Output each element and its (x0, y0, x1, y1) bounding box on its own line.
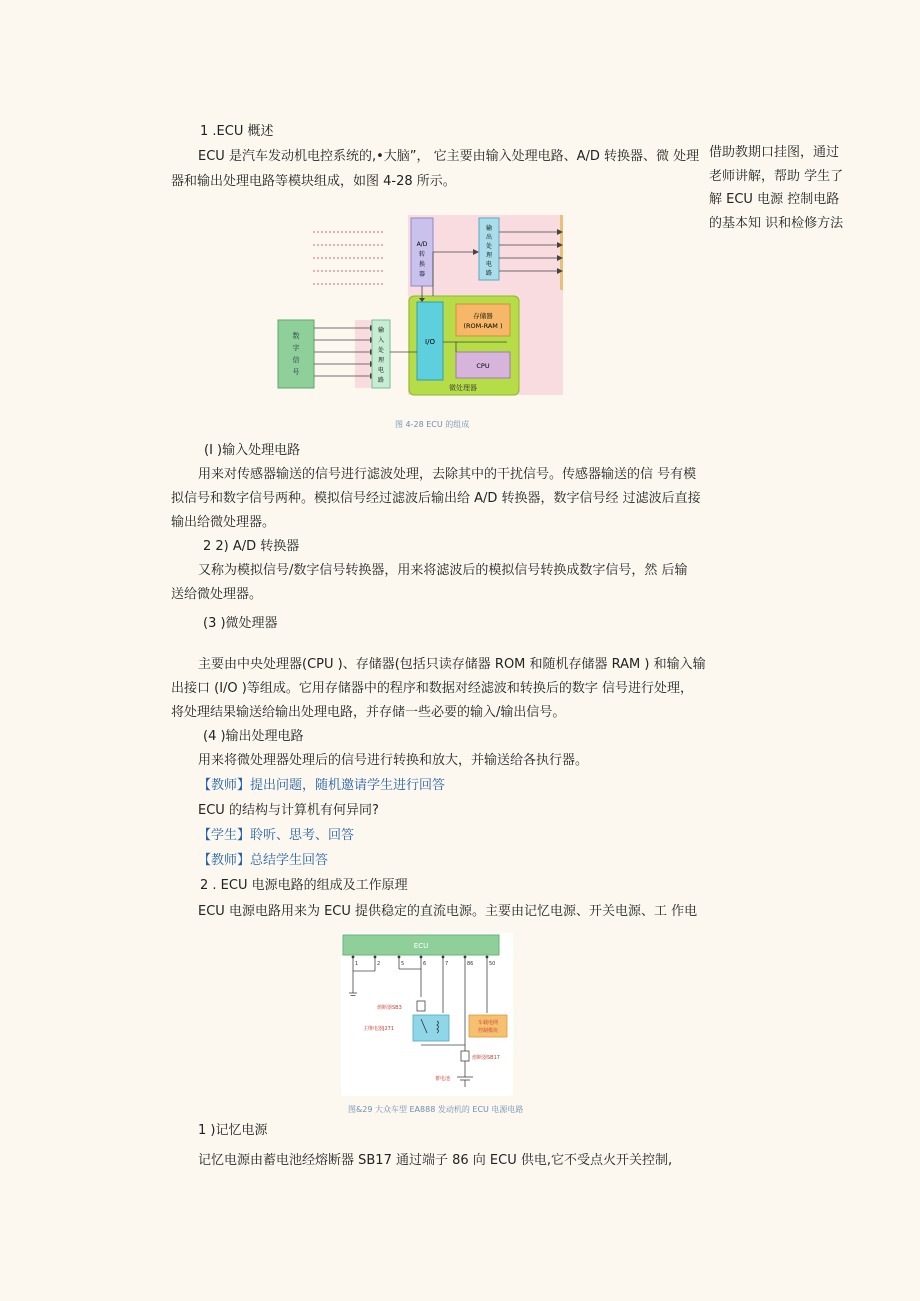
digital-signal-label: 数 (292, 332, 300, 340)
teacher-prompt: 【教师】提出问题，随机邀请学生进行回答 (198, 778, 446, 793)
ecu-power-circuit-figure (341, 933, 513, 1096)
ecu-composition-figure (275, 212, 570, 398)
paragraph: 输出给微处理器。 (171, 515, 276, 530)
ad-label: 器 (418, 271, 426, 278)
paragraph: 拟信号和数字信号两种。模拟信号经过滤波后输出给 A/D 转换器，数字信号经 过滤波后直接 (171, 491, 701, 506)
paragraph: 记忆电源由蓄电池经熔断器 SB17 通过端子 86 向 ECU 供电,它不受点火开关控制, (198, 1153, 673, 1168)
output-label: 理 (485, 252, 493, 259)
side-note: 借助教期口挂图，通过老师讲解，帮助 学生了解 ECU 电源 控制电路的基本知 识和检修方法 (709, 145, 844, 231)
ecu-bar-label: ECU (413, 942, 429, 950)
paragraph: ECU 电源电路用来为 ECU 提供稳定的直流电源。主要由记忆电源、开关电源、工 作电 (198, 904, 698, 919)
input-label: 理 (377, 357, 385, 364)
main-relay-label: 主继电器J271 (363, 1026, 395, 1032)
teacher-summary: 【教师】总结学生回答 (198, 853, 329, 868)
paragraph: ECU 是汽车发动机电控系统的,•大脑”， 它主要由输入处理电路、A/D 转换器、微 处理 (198, 149, 700, 164)
paragraph: 用来对传感器输送的信号进行滤波处理，去除其中的干扰信号。传感器输送的信 号有模 (198, 467, 697, 482)
digital-signal-label: 信 (292, 356, 300, 364)
output-label: 电 (485, 261, 493, 268)
io-label: I/O (425, 338, 435, 346)
output-label: 处 (485, 243, 493, 250)
main-relay-box (413, 1015, 449, 1041)
figure-2-caption: 图&29 大众车型 EA888 发动机的 ECU 电源电路 (348, 1105, 524, 1114)
output-label: 输 (485, 225, 493, 232)
pin-label: 2 (377, 961, 381, 967)
heading-microprocessor: (3 )微处理器 (203, 616, 278, 631)
student-response: 【学生】聆听、思考、回答 (198, 828, 355, 843)
pin-label: 7 (445, 961, 449, 967)
pin-label: 1 (355, 961, 359, 967)
input-label: 入 (377, 337, 385, 344)
paragraph: 送给微处理器。 (171, 587, 263, 602)
memory-label: 存储器 (473, 312, 493, 320)
section-1-title: 1 .ECU 概述 (200, 124, 274, 139)
digital-signal-label: 号 (292, 368, 300, 376)
pin-label: 50 (489, 961, 496, 967)
ad-label: 换 (418, 261, 426, 268)
input-label: 路 (377, 377, 385, 384)
ad-label: 转 (418, 251, 426, 258)
microprocessor-label: 微处理器 (449, 384, 477, 392)
memory-box (456, 304, 510, 336)
paragraph: 用来将微处理器处理后的信号进行转换和放大，并输送给各执行器。 (198, 753, 589, 768)
paragraph: 出接口 (I/O )等组成。它用存储器中的程序和数据对经滤波和转换后的数字 信号进行处理， (171, 681, 693, 696)
output-label: 路 (485, 270, 493, 277)
input-label: 输 (377, 327, 385, 334)
input-label: 处 (377, 347, 385, 354)
paragraph: 将处理结果输送给输出处理电路，并存储一些必要的输入/输出信号。 (171, 705, 566, 720)
paragraph: 主要由中央处理器(CPU )、存储器(包括只读存储器 ROM 和随机存储器 RAM ) 和输入输 (198, 657, 706, 672)
digital-signal-box (278, 320, 314, 388)
battery-label: 蓄电池 (435, 1076, 451, 1082)
heading-memory-power: 1 )记忆电源 (198, 1123, 268, 1138)
output-label: 出 (485, 234, 493, 241)
memory-label: (ROM-RAM ) (463, 322, 503, 330)
paragraph: 器和输出处理电路等模块组成，如图 4-28 所示。 (171, 174, 456, 189)
fuse-sb3 (417, 1001, 425, 1011)
pin-label: 86 (467, 961, 474, 967)
section-2-title: 2 . ECU 电源电路的组成及工作原理 (200, 878, 408, 893)
fuse-sb17-label: 熔断器SB17 (472, 1055, 500, 1061)
cpu-label: CPU (476, 362, 490, 370)
input-label: 电 (377, 367, 385, 374)
heading-ad-converter: 2 2) A/D 转换器 (203, 539, 300, 554)
fuse-sb17 (461, 1051, 469, 1061)
paragraph: 又称为模拟信号/数字信号转换器，用来将滤波后的模拟信号转换成数字信号，然 后输 (198, 563, 688, 578)
pin-label: 5 (401, 961, 405, 967)
ad-label: A/D (416, 241, 428, 248)
question: ECU 的结构与计算机有何异同? (198, 803, 379, 818)
digital-signal-label: 字 (292, 344, 300, 352)
heading-output-processing: (4 )输出处理电路 (203, 729, 304, 744)
module-label: 控制模块 (477, 1028, 499, 1034)
heading-input-processing: (I )输入处理电路 (204, 443, 301, 458)
module-label: 车载电网 (477, 1020, 499, 1026)
figure-1-caption: 图 4-28 ECU 的组成 (395, 420, 470, 429)
fuse-sb3-label: 熔断器SB3 (377, 1005, 402, 1011)
pin-label: 6 (423, 961, 427, 967)
